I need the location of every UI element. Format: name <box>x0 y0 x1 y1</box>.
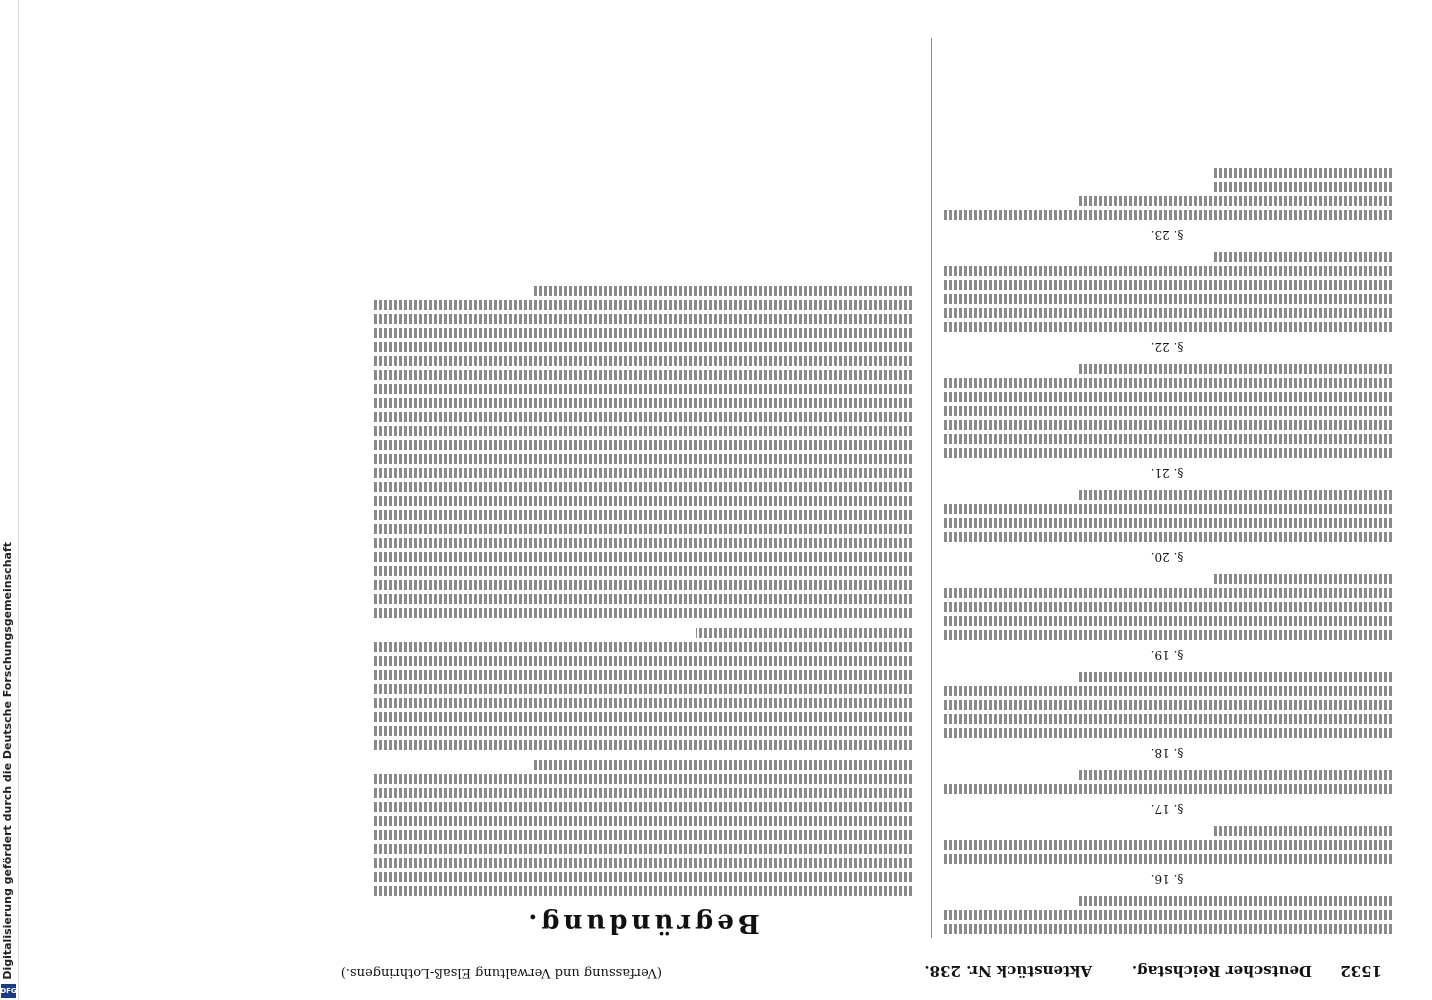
text-block <box>942 574 1392 640</box>
section-title: Begründung. <box>524 908 760 938</box>
page-number: 1532 <box>1340 962 1382 980</box>
text-block <box>942 364 1392 458</box>
rotated-page-content <box>240 32 1432 990</box>
section-heading: §. 16. <box>1150 872 1184 886</box>
header-left: Deutscher Reichstag. <box>1131 962 1312 980</box>
sidebar <box>0 0 19 1000</box>
text-block <box>372 628 912 750</box>
header-right: (Verfassung und Verwaltung Elsaß-Lothringens.) <box>340 965 662 980</box>
section-heading: §. 17. <box>1150 802 1184 816</box>
section-heading: §. 21. <box>1150 466 1184 480</box>
text-block <box>942 770 1392 794</box>
text-block <box>372 760 912 896</box>
text-block <box>942 490 1392 542</box>
document-page <box>240 32 1432 990</box>
text-block <box>942 826 1392 864</box>
text-block <box>372 286 912 618</box>
column-divider <box>931 38 932 938</box>
header-center: Aktenstück Nr. 238. <box>924 962 1092 980</box>
section-heading: §. 20. <box>1150 550 1184 564</box>
text-block <box>942 168 1392 220</box>
section-heading: §. 23. <box>1150 228 1184 242</box>
section-heading: §. 22. <box>1150 340 1184 354</box>
text-block <box>942 252 1392 332</box>
section-heading: §. 18. <box>1150 746 1184 760</box>
page-header <box>282 956 1382 980</box>
text-block <box>942 672 1392 738</box>
funding-caption: Digitalisierung gefördert durch die Deutsche Forschungsgemeinschaft <box>1 542 14 980</box>
left-column <box>942 158 1392 938</box>
section-heading: §. 19. <box>1150 648 1184 662</box>
right-column <box>372 276 912 938</box>
text-block <box>942 896 1392 934</box>
dfg-logo: DFG <box>1 984 16 998</box>
